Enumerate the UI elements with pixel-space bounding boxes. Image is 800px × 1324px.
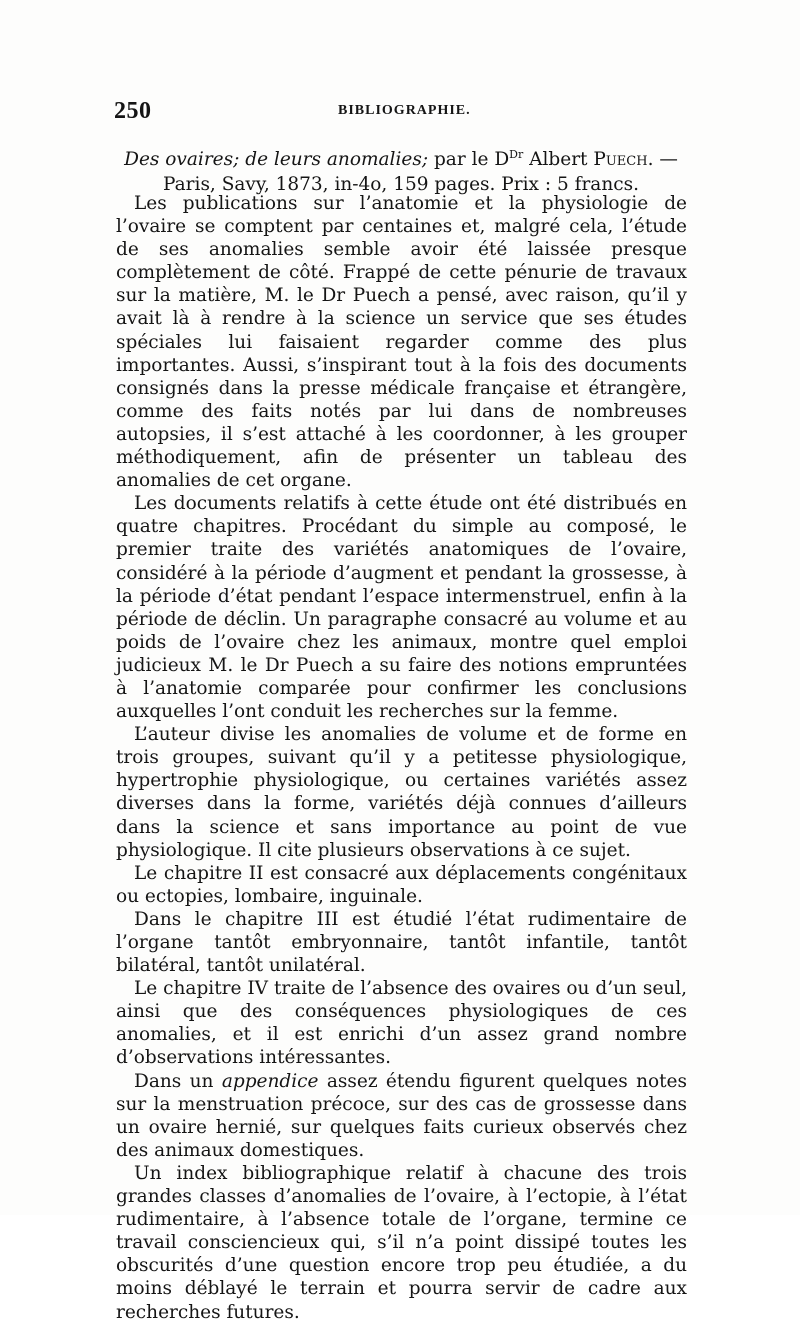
citation-author-first: Albert (529, 149, 588, 171)
paragraph: Un index bibliographique relatif à chacune des trois grandes classes d’anomalies de l’ovaire, à l’ectopie, à l’état rudimentaire, à l’absence totale de l’organe, termine ce travail consciencieux qui, s’il n’a point dissipé toutes les obscurités d’une question encore trop peu étudiée, a du moins déblayé le terrain et pourra servir de cadre aux recherches futures. (116, 1162, 687, 1323)
paragraph: Le chapitre II est consacré aux déplacements congénitaux ou ectopies, lombaire, inguinale. (116, 862, 687, 907)
citation-line-1 (118, 142, 684, 172)
page-number: 250 (114, 98, 152, 124)
paragraph: Les documents relatifs à cette étude ont été distribués en quatre chapitres. Procédant du simple au composé, le premier traite des variétés anatomiques de l’ovaire, considéré à la période d’augment et pendant la grossesse, à la période d’état pendant l’espace intermenstruel, enfin à la période de déclin. Un paragraphe consacré au volume et au poids de l’ovaire chez les animaux, montre quel emploi judicieux M. le Dr Puech a su faire des notions empruntées à l’anatomie comparée pour confirmer les conclusions auxquelles l’ont conduit les recherches sur la femme. (116, 493, 687, 723)
paragraph: Le chapitre IV traite de l’absence des ovaires ou d’un seul, ainsi que des conséquences physiologiques de ces anomalies, et il est enrichi d’un assez grand nombre d’observations intéressantes. (116, 978, 687, 1069)
citation-dash: — (659, 149, 678, 171)
citation-author-last: Puech. (593, 149, 654, 171)
citation-title: Des ovaires; de leurs anomalies; (124, 149, 429, 171)
appendix-emphasis: appendice (221, 1070, 319, 1092)
citation-dr: $D^{Dr}$ (494, 148, 524, 171)
paragraph: Les publications sur l’anatomie et la physiologie de l’ovaire se comptent par centaines et, malgré cela, l’étude de ses anomalies semble avoir été laissée presque complètement de côté. Frappé de cette pénurie de travaux sur la matière, M. le Dr Puech a pensé, avec raison, qu’il y avait là à rendre à la science un service que ses études spéciales lui faisaient regarder comme des plus importantes. Aussi, s’inspirant tout à la fois des documents consignés dans la presse médicale française et étrangère, comme des faits notés par lui dans de nombreuses autopsies, il s’est attaché à les coordonner, à les grouper méthodiquement, afin de présenter un tableau des anomalies de cet organe. (116, 193, 687, 492)
paragraph: L’auteur divise les anomalies de volume et de forme en trois groupes, suivant qu’il y a petitesse physiologique, hypertrophie physiologique, ou certaines variétés assez diverses dans la forme, variétés déjà connues d’ailleurs dans la science et sans importance au point de vue physiologique. Il cite plusieurs observations à ce sujet. (116, 724, 687, 861)
running-head: BIBLIOGRAPHIE. (338, 103, 471, 118)
paragraph-appendix (116, 1070, 687, 1162)
book-citation (118, 142, 684, 197)
paragraph: Dans le chapitre III est étudié l’état rudimentaire de l’organe tantôt embryonnaire, tantôt infantile, tantôt bilatéral, tantôt unilatéral. (116, 908, 687, 977)
citation-publication: Paris, Savy, 1873, in-4o, 159 pages. Prix : 5 francs. (163, 174, 639, 196)
appendix-lead: Dans (134, 1070, 182, 1092)
review-body (116, 192, 687, 1324)
appendix-text: un appendice assez étendu figurent quelques notes sur la menstruation précoce, sur des cas de grossesse dans un ovaire hernié, sur quelques faits curieux observés chez des animaux domestiques. (116, 1070, 687, 1161)
citation-by: par le (433, 149, 489, 171)
